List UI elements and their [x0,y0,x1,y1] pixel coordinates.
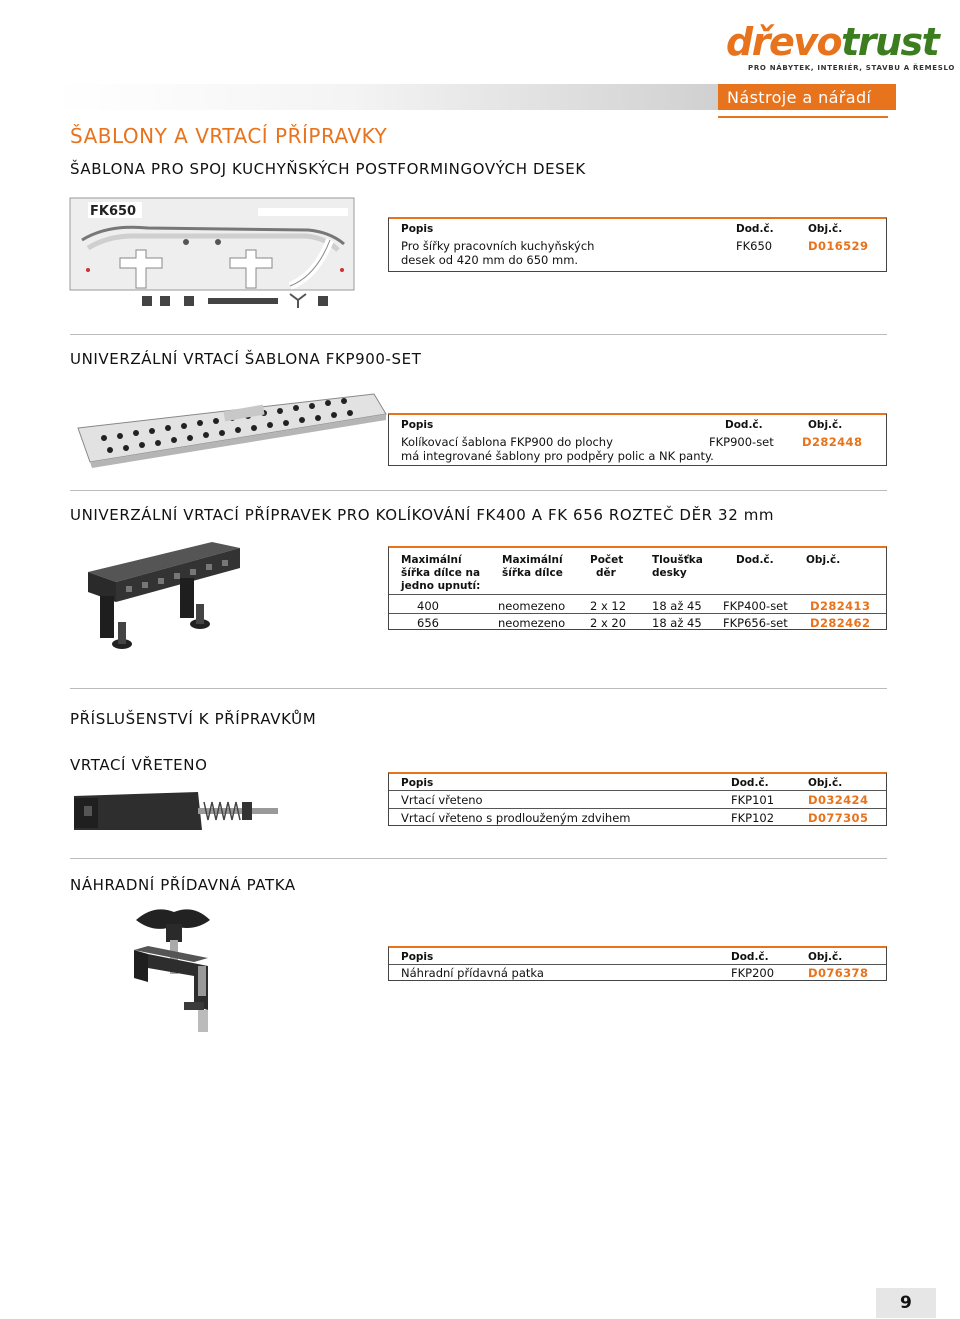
description-line: má integrované šablony pro podpěry polic a NK panty. [401,449,714,463]
header-obj: Obj.č. [808,951,843,963]
cell-hole-count: 2 x 12 [590,599,627,613]
header-obj: Obj.č. [806,554,841,566]
header-max-width-clamp: Maximální [401,554,462,566]
spindle-image [68,790,288,836]
page-title: ŠABLONY A VRTACÍ PŘÍPRAVKY [70,124,388,148]
fk400-jig-image [80,538,250,658]
jig-table [388,546,887,630]
row-divider [389,613,886,614]
header-dod: Dod.č. [736,223,774,235]
cell-max-width: neomezeno [498,616,566,630]
section-title-foot: NÁHRADNÍ PŘÍDAVNÁ PATKA [70,876,296,894]
svg-text:FK650: FK650 [90,204,137,219]
supplier-code: FKP200 [731,966,775,980]
cell-hole-count: 2 x 20 [590,616,627,630]
order-code: D032424 [808,793,869,807]
header-popis: Popis [401,223,434,235]
header-dod: Dod.č. [731,777,769,789]
section-title-drilling-template: UNIVERZÁLNÍ VRTACÍ ŠABLONA FKP900-SET [70,350,422,368]
header-popis: Popis [401,777,434,789]
category-tab: Nástroje a nářadí [718,84,896,110]
cell-max-width: neomezeno [498,599,566,613]
section-divider [70,858,887,859]
description-line: Pro šířky pracovních kuchyňských [401,239,595,253]
section-title-accessories: PŘÍSLUŠENSTVÍ K PŘÍPRAVKŮM [70,710,317,728]
order-code: D016529 [808,239,869,253]
cell-thickness: 18 až 45 [652,616,702,630]
cell-thickness: 18 až 45 [652,599,702,613]
header-popis: Popis [401,419,434,431]
drilling-template-table [388,413,887,466]
section-title-spindle: VRTACÍ VŘETENO [70,756,208,774]
header-max-width: Maximální [502,554,563,566]
section-title-template: ŠABLONA PRO SPOJ KUCHYŇSKÝCH POSTFORMINGOVÝCH DESEK [70,160,586,178]
fk650-template-image [68,196,358,316]
header-hole-count: děr [596,567,616,579]
header-thickness: desky [652,567,687,579]
page-number: 9 [876,1288,936,1318]
cell-max-width-clamp: 400 [417,599,439,613]
header-dod: Dod.č. [731,951,769,963]
order-code: D076378 [808,966,869,980]
row-divider [389,808,886,809]
section-divider [70,490,887,491]
row-divider [389,790,886,791]
section-divider [70,688,887,689]
row-divider [389,594,886,595]
supplier-code: FKP900-set [709,435,774,449]
description-line: Kolíkovací šablona FKP900 do plochy [401,435,613,449]
description: Vrtací vřeteno [401,793,483,807]
supplier-code: FKP656-set [723,616,788,630]
brand-logo [726,20,956,76]
header-max-width: šířka dílce [502,567,563,579]
header-dod: Dod.č. [725,419,763,431]
description: Vrtací vřeteno s prodlouženým zdvihem [401,811,631,825]
supplier-code: FKP101 [731,793,775,807]
section-divider [70,334,887,335]
header-max-width-clamp: šířka dílce na [401,567,481,579]
spindle-table [388,772,887,826]
description-line: desek od 420 mm do 650 mm. [401,253,579,267]
row-divider [389,964,886,965]
order-code: D282462 [810,616,871,630]
order-code: D282448 [802,435,863,449]
fkp900-template-image [74,388,388,468]
header-obj: Obj.č. [808,419,843,431]
order-code: D282413 [810,599,871,613]
header-obj: Obj.č. [808,223,843,235]
header-popis: Popis [401,951,434,963]
logo-wordmark: dřevotrust [726,20,939,64]
order-code: D077305 [808,811,869,825]
foot-image [124,902,224,1042]
supplier-code: FKP400-set [723,599,788,613]
cell-max-width-clamp: 656 [417,616,439,630]
header-obj: Obj.č. [808,777,843,789]
header-max-width-clamp: jedno upnutí: [401,580,481,592]
supplier-code: FK650 [736,239,773,253]
supplier-code: FKP102 [731,811,775,825]
category-underline [718,116,888,118]
header-thickness: Tloušťka [652,554,703,566]
section-title-jig: UNIVERZÁLNÍ VRTACÍ PŘÍPRAVEK PRO KOLÍKOVÁNÍ FK400 A FK 656 ROZTEČ DĚR 32 mm [70,506,775,524]
header-hole-count: Počet [590,554,624,566]
header-dod: Dod.č. [736,554,774,566]
template-table [388,217,887,272]
description: Náhradní přídavná patka [401,966,544,980]
logo-tagline: PRO NÁBYTEK, INTERIÉR, STAVBU A ŘEMESLO [748,64,956,72]
foot-table [388,946,887,981]
